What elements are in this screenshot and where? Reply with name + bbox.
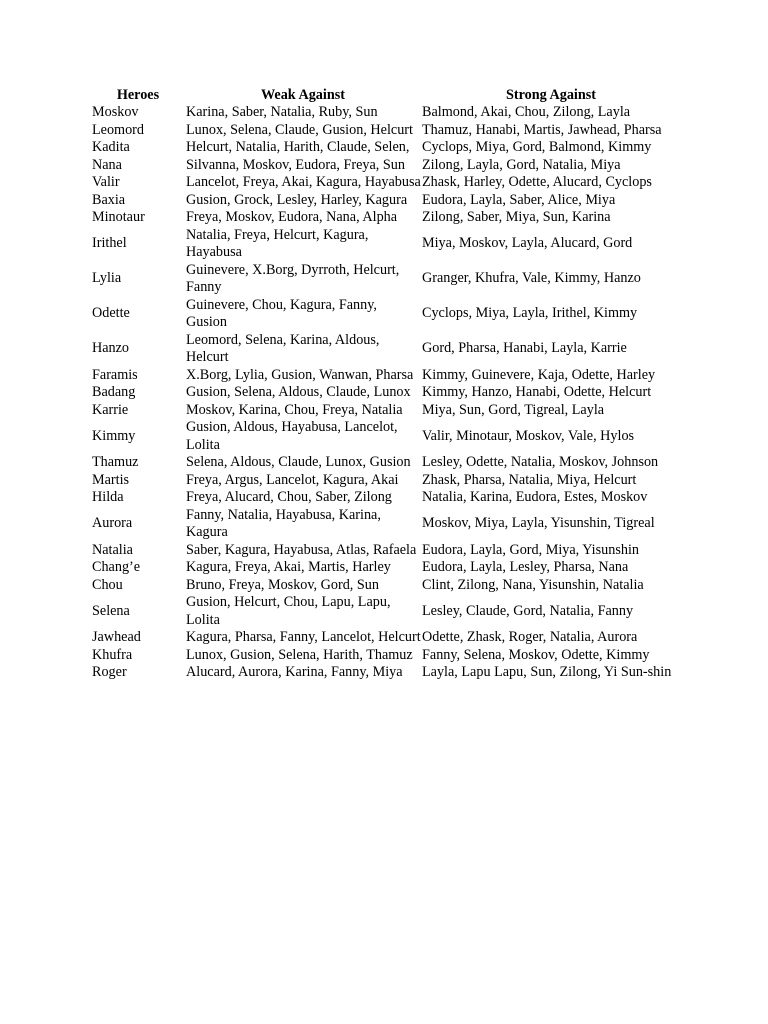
table-row	[91, 402, 681, 420]
weak-against-cell: Gusion, Helcurt, Chou, Lapu, Lapu, Lolita	[186, 594, 391, 628]
strong-against-cell: Balmond, Akai, Chou, Zilong, Layla	[422, 104, 631, 120]
hero-name-cell: Irithel	[92, 235, 127, 252]
strong-against-cell: Kimmy, Guinevere, Kaja, Odette, Harley	[422, 366, 656, 383]
table-row	[91, 384, 681, 402]
table-row	[91, 489, 681, 507]
hero-name-cell: Khufra	[92, 646, 133, 663]
hero-name-cell: Faramis	[92, 366, 138, 383]
hero-name-cell: Nana	[92, 156, 122, 173]
weak-against-cell: Gusion, Grock, Lesley, Harley, Kagura	[186, 191, 408, 208]
weak-against-cell: Guinevere, Chou, Kagura, Fanny, Gusion	[186, 296, 377, 330]
table-row	[91, 104, 681, 122]
hero-name-cell: Lylia	[92, 270, 122, 287]
table-row	[91, 332, 681, 367]
strong-against-cell: Kimmy, Hanzo, Hanabi, Odette, Helcurt	[422, 384, 652, 400]
strong-against-cell: Cyclops, Miya, Gord, Balmond, Kimmy	[422, 139, 652, 155]
table-row	[91, 559, 681, 577]
strong-against-column-header: Strong Against	[505, 86, 596, 103]
strong-against-cell: Eudora, Layla, Gord, Miya, Yisunshin	[422, 541, 639, 558]
strong-against-cell: Lesley, Claude, Gord, Natalia, Fanny	[422, 602, 634, 619]
hero-name-cell: Valir	[92, 174, 120, 190]
weak-against-cell: Gusion, Aldous, Hayabusa, Lancelot, Lolita	[186, 419, 398, 453]
weak-against-cell: Kagura, Pharsa, Fanny, Lancelot, Helcurt	[186, 629, 421, 645]
hero-name-cell: Kadita	[92, 139, 130, 155]
hero-name-cell: Karrie	[92, 401, 129, 418]
weak-against-cell: Saber, Kagura, Hayabusa, Atlas, Rafaela	[186, 541, 417, 558]
table-body	[91, 104, 681, 682]
hero-name-cell: Baxia	[92, 191, 126, 208]
heroes-column-header: Heroes	[116, 86, 160, 103]
hero-counter-document	[91, 86, 681, 682]
hero-name-cell: Aurora	[92, 515, 133, 532]
strong-against-cell: Natalia, Karina, Eudora, Estes, Moskov	[422, 489, 648, 505]
hero-name-cell: Chang’e	[92, 559, 141, 575]
hero-name-cell: Hanzo	[92, 340, 130, 357]
hero-counter-table	[91, 86, 681, 682]
strong-against-cell: Odette, Zhask, Roger, Natalia, Aurora	[422, 629, 638, 645]
hero-name-cell: Moskov	[92, 104, 139, 120]
hero-name-cell: Hilda	[92, 489, 124, 505]
weak-against-cell: Moskov, Karina, Chou, Freya, Natalia	[186, 401, 403, 418]
table-header-row	[91, 86, 681, 104]
strong-against-cell: Cyclops, Miya, Layla, Irithel, Kimmy	[422, 305, 638, 322]
table-row	[91, 227, 681, 262]
table-row	[91, 629, 681, 647]
hero-name-cell: Selena	[92, 602, 130, 619]
weak-against-cell: Guinevere, X.Borg, Dyrroth, Helcurt, Fanny	[186, 261, 400, 295]
table-row	[91, 367, 681, 385]
strong-against-cell: Gord, Pharsa, Hanabi, Layla, Karrie	[422, 340, 627, 357]
weak-against-cell: Karina, Saber, Natalia, Ruby, Sun	[186, 104, 378, 120]
weak-against-cell: Alucard, Aurora, Karina, Fanny, Miya	[186, 664, 403, 680]
strong-against-cell: Zilong, Saber, Miya, Sun, Karina	[422, 209, 611, 225]
table-row	[91, 139, 681, 157]
hero-name-cell: Badang	[92, 384, 136, 400]
strong-against-cell: Moskov, Miya, Layla, Yisunshin, Tigreal	[422, 515, 655, 532]
weak-against-cell: Helcurt, Natalia, Harith, Claude, Selen,	[186, 139, 410, 155]
weak-against-cell: X.Borg, Lylia, Gusion, Wanwan, Pharsa	[186, 366, 414, 383]
strong-against-cell: Miya, Moskov, Layla, Alucard, Gord	[422, 235, 633, 252]
weak-against-cell: Freya, Argus, Lancelot, Kagura, Akai	[186, 471, 399, 488]
weak-against-cell: Freya, Alucard, Chou, Saber, Zilong	[186, 489, 392, 505]
table-row	[91, 542, 681, 560]
strong-against-cell: Thamuz, Hanabi, Martis, Jawhead, Pharsa	[422, 121, 662, 138]
weak-against-cell: Lunox, Selena, Claude, Gusion, Helcurt	[186, 121, 413, 138]
hero-name-cell: Natalia	[92, 541, 133, 558]
hero-name-cell: Leomord	[92, 121, 145, 138]
table-row	[91, 192, 681, 210]
weak-against-cell: Selena, Aldous, Claude, Lunox, Gusion	[186, 454, 411, 470]
hero-name-cell: Odette	[92, 305, 130, 322]
hero-name-cell: Minotaur	[92, 209, 145, 225]
strong-against-cell: Miya, Sun, Gord, Tigreal, Layla	[422, 401, 605, 418]
weak-against-cell: Silvanna, Moskov, Eudora, Freya, Sun	[186, 156, 405, 173]
strong-against-cell: Zhask, Harley, Odette, Alucard, Cyclops	[422, 174, 652, 190]
strong-against-cell: Zilong, Layla, Gord, Natalia, Miya	[422, 156, 621, 173]
strong-against-cell: Eudora, Layla, Saber, Alice, Miya	[422, 191, 616, 208]
table-row	[91, 174, 681, 192]
table-row	[91, 664, 681, 682]
table-row	[91, 594, 681, 629]
table-row	[91, 157, 681, 175]
strong-against-cell: Lesley, Odette, Natalia, Moskov, Johnson	[422, 454, 659, 470]
hero-name-cell: Martis	[92, 471, 130, 488]
strong-against-cell: Layla, Lapu Lapu, Sun, Zilong, Yi Sun-shin	[422, 664, 672, 680]
weak-against-cell: Fanny, Natalia, Hayabusa, Karina, Kagura	[186, 506, 381, 540]
weak-against-cell: Lunox, Gusion, Selena, Harith, Thamuz	[186, 646, 413, 663]
weak-against-cell: Lancelot, Freya, Akai, Kagura, Hayabusa	[186, 174, 421, 190]
strong-against-cell: Fanny, Selena, Moskov, Odette, Kimmy	[422, 646, 650, 663]
strong-against-cell: Valir, Minotaur, Moskov, Vale, Hylos	[422, 427, 635, 444]
hero-name-cell: Chou	[92, 576, 123, 593]
weak-against-cell: Gusion, Selena, Aldous, Claude, Lunox	[186, 384, 411, 400]
table-row	[91, 297, 681, 332]
hero-name-cell: Jawhead	[92, 629, 141, 645]
weak-against-cell: Freya, Moskov, Eudora, Nana, Alpha	[186, 209, 398, 225]
weak-against-cell: Kagura, Freya, Akai, Martis, Harley	[186, 559, 391, 575]
hero-name-cell: Kimmy	[92, 427, 136, 444]
table-row	[91, 454, 681, 472]
weak-against-column-header: Weak Against	[261, 86, 345, 103]
hero-name-cell: Thamuz	[92, 454, 139, 470]
weak-against-cell: Leomord, Selena, Karina, Aldous, Helcurt	[186, 331, 380, 365]
table-row	[91, 419, 681, 454]
strong-against-cell: Zhask, Pharsa, Natalia, Miya, Helcurt	[422, 471, 637, 488]
table-row	[91, 262, 681, 297]
strong-against-cell: Eudora, Layla, Lesley, Pharsa, Nana	[422, 559, 629, 575]
strong-against-cell: Granger, Khufra, Vale, Kimmy, Hanzo	[422, 270, 641, 287]
table-row	[91, 647, 681, 665]
weak-against-cell: Natalia, Freya, Helcurt, Kagura, Hayabusa	[186, 226, 369, 260]
weak-against-cell: Bruno, Freya, Moskov, Gord, Sun	[186, 576, 379, 593]
table-row	[91, 122, 681, 140]
hero-name-cell: Roger	[92, 664, 127, 680]
table-row	[91, 209, 681, 227]
table-row	[91, 472, 681, 490]
table-row	[91, 507, 681, 542]
strong-against-cell: Clint, Zilong, Nana, Yisunshin, Natalia	[422, 576, 644, 593]
table-row	[91, 577, 681, 595]
